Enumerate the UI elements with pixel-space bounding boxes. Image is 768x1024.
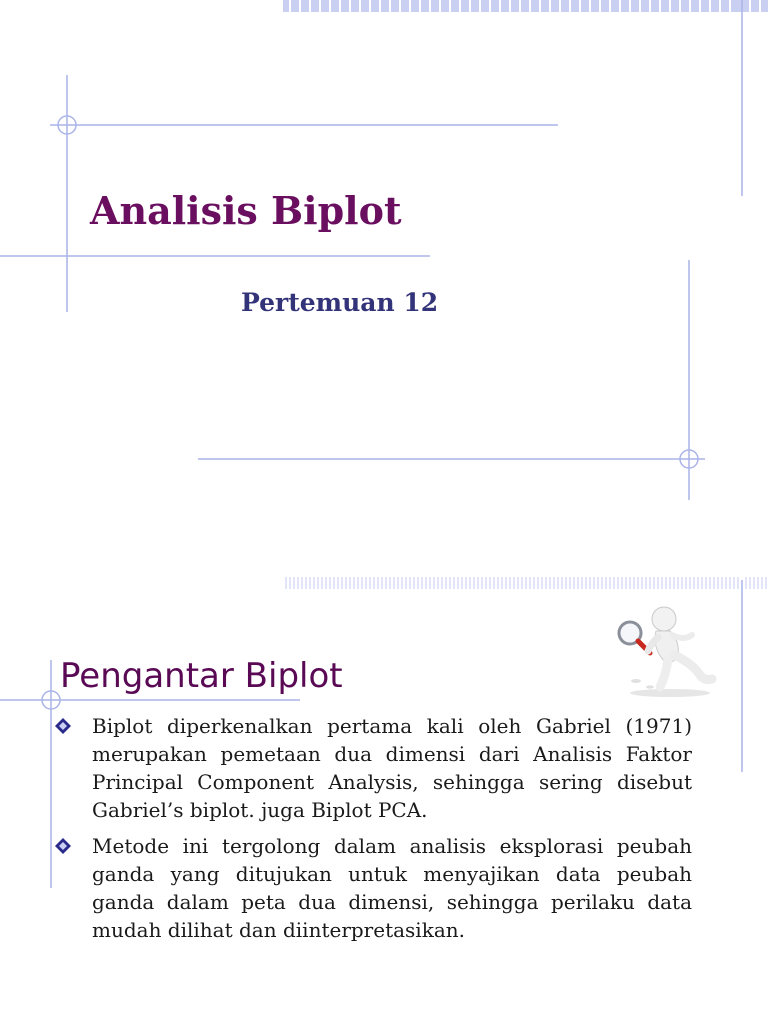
slide-subtitle: Pertemuan 12 (241, 288, 439, 317)
bullet-text: Biplot diperkenalkan pertama kali oleh Gabriel (1971) merupakan pemetaan dua dimensi dari Analisis Faktor Principal Component Analysis, sehingga sering disebut Gabriel’s biplot. juga Biplot PCA. (92, 714, 692, 822)
list-item (52, 712, 692, 824)
diamond-bullet-icon (54, 717, 72, 735)
list-item (52, 832, 692, 944)
diamond-bullet-icon (54, 837, 72, 855)
bullet-text: Metode ini tergolong dalam analisis eksplorasi peubah ganda yang ditujukan untuk menyajikan data peubah ganda dalam peta dua dimensi, sehingga perilaku data mudah dilihat dan diinterpretasikan. (92, 834, 692, 942)
section-heading: Pengantar Biplot (60, 656, 343, 696)
magnifier-figure-icon (608, 603, 720, 701)
bullet-list (52, 712, 692, 952)
slide-title: Analisis Biplot (90, 188, 402, 233)
